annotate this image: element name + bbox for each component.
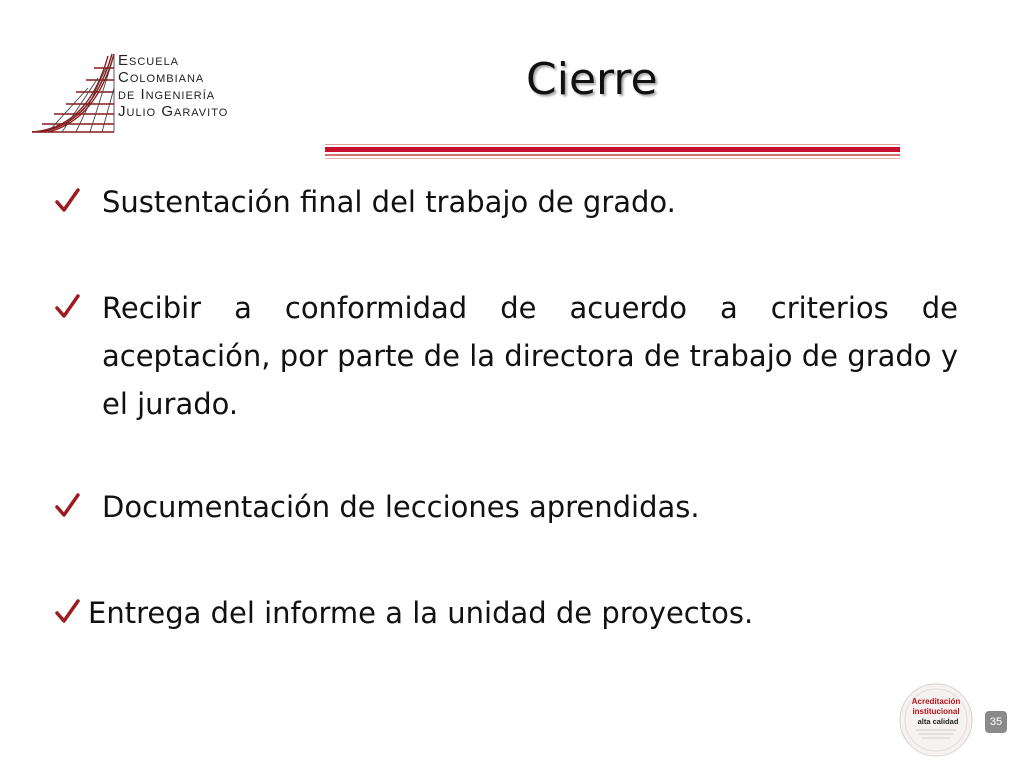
bullet-item bbox=[52, 483, 958, 531]
bullet-item bbox=[52, 284, 958, 428]
bullet-text: Recibir a conformidad de acuerdo a criterios de aceptación, por parte de la directora de trabajo de grado y el jurado. bbox=[102, 291, 958, 421]
seal-line-1: Acreditación bbox=[911, 697, 961, 706]
school-name-line-2: Colombiana bbox=[118, 69, 205, 86]
title-divider-bar bbox=[325, 147, 900, 152]
checkmark-icon bbox=[52, 178, 84, 226]
school-name bbox=[118, 52, 228, 120]
checkmark-icon bbox=[52, 483, 84, 531]
school-name-line-1: Escuela bbox=[118, 52, 180, 69]
bullet-text: Documentación de lecciones aprendidas. bbox=[102, 490, 700, 524]
bullet-text: Entrega del informe a la unidad de proyectos. bbox=[88, 596, 754, 630]
page-number: 35 bbox=[985, 711, 1007, 733]
bullet-item bbox=[52, 178, 958, 226]
school-name-line-4: Julio Garavito bbox=[118, 103, 229, 120]
title-divider-line bbox=[325, 154, 900, 156]
seal-line-3: alta calidad bbox=[917, 717, 959, 726]
bullet-list bbox=[52, 178, 958, 637]
checkmark-icon bbox=[52, 284, 84, 332]
title-divider-line bbox=[325, 158, 900, 159]
accreditation-seal bbox=[898, 682, 974, 758]
bullet-item bbox=[52, 589, 958, 637]
seal-line-2: institucional bbox=[912, 707, 960, 716]
slide-title: Cierre bbox=[526, 54, 658, 105]
checkmark-icon bbox=[52, 589, 84, 637]
title-divider-line bbox=[325, 144, 900, 145]
bullet-text: Sustentación final del trabajo de grado. bbox=[102, 185, 676, 219]
school-name-line-3: de Ingeniería bbox=[118, 86, 216, 103]
